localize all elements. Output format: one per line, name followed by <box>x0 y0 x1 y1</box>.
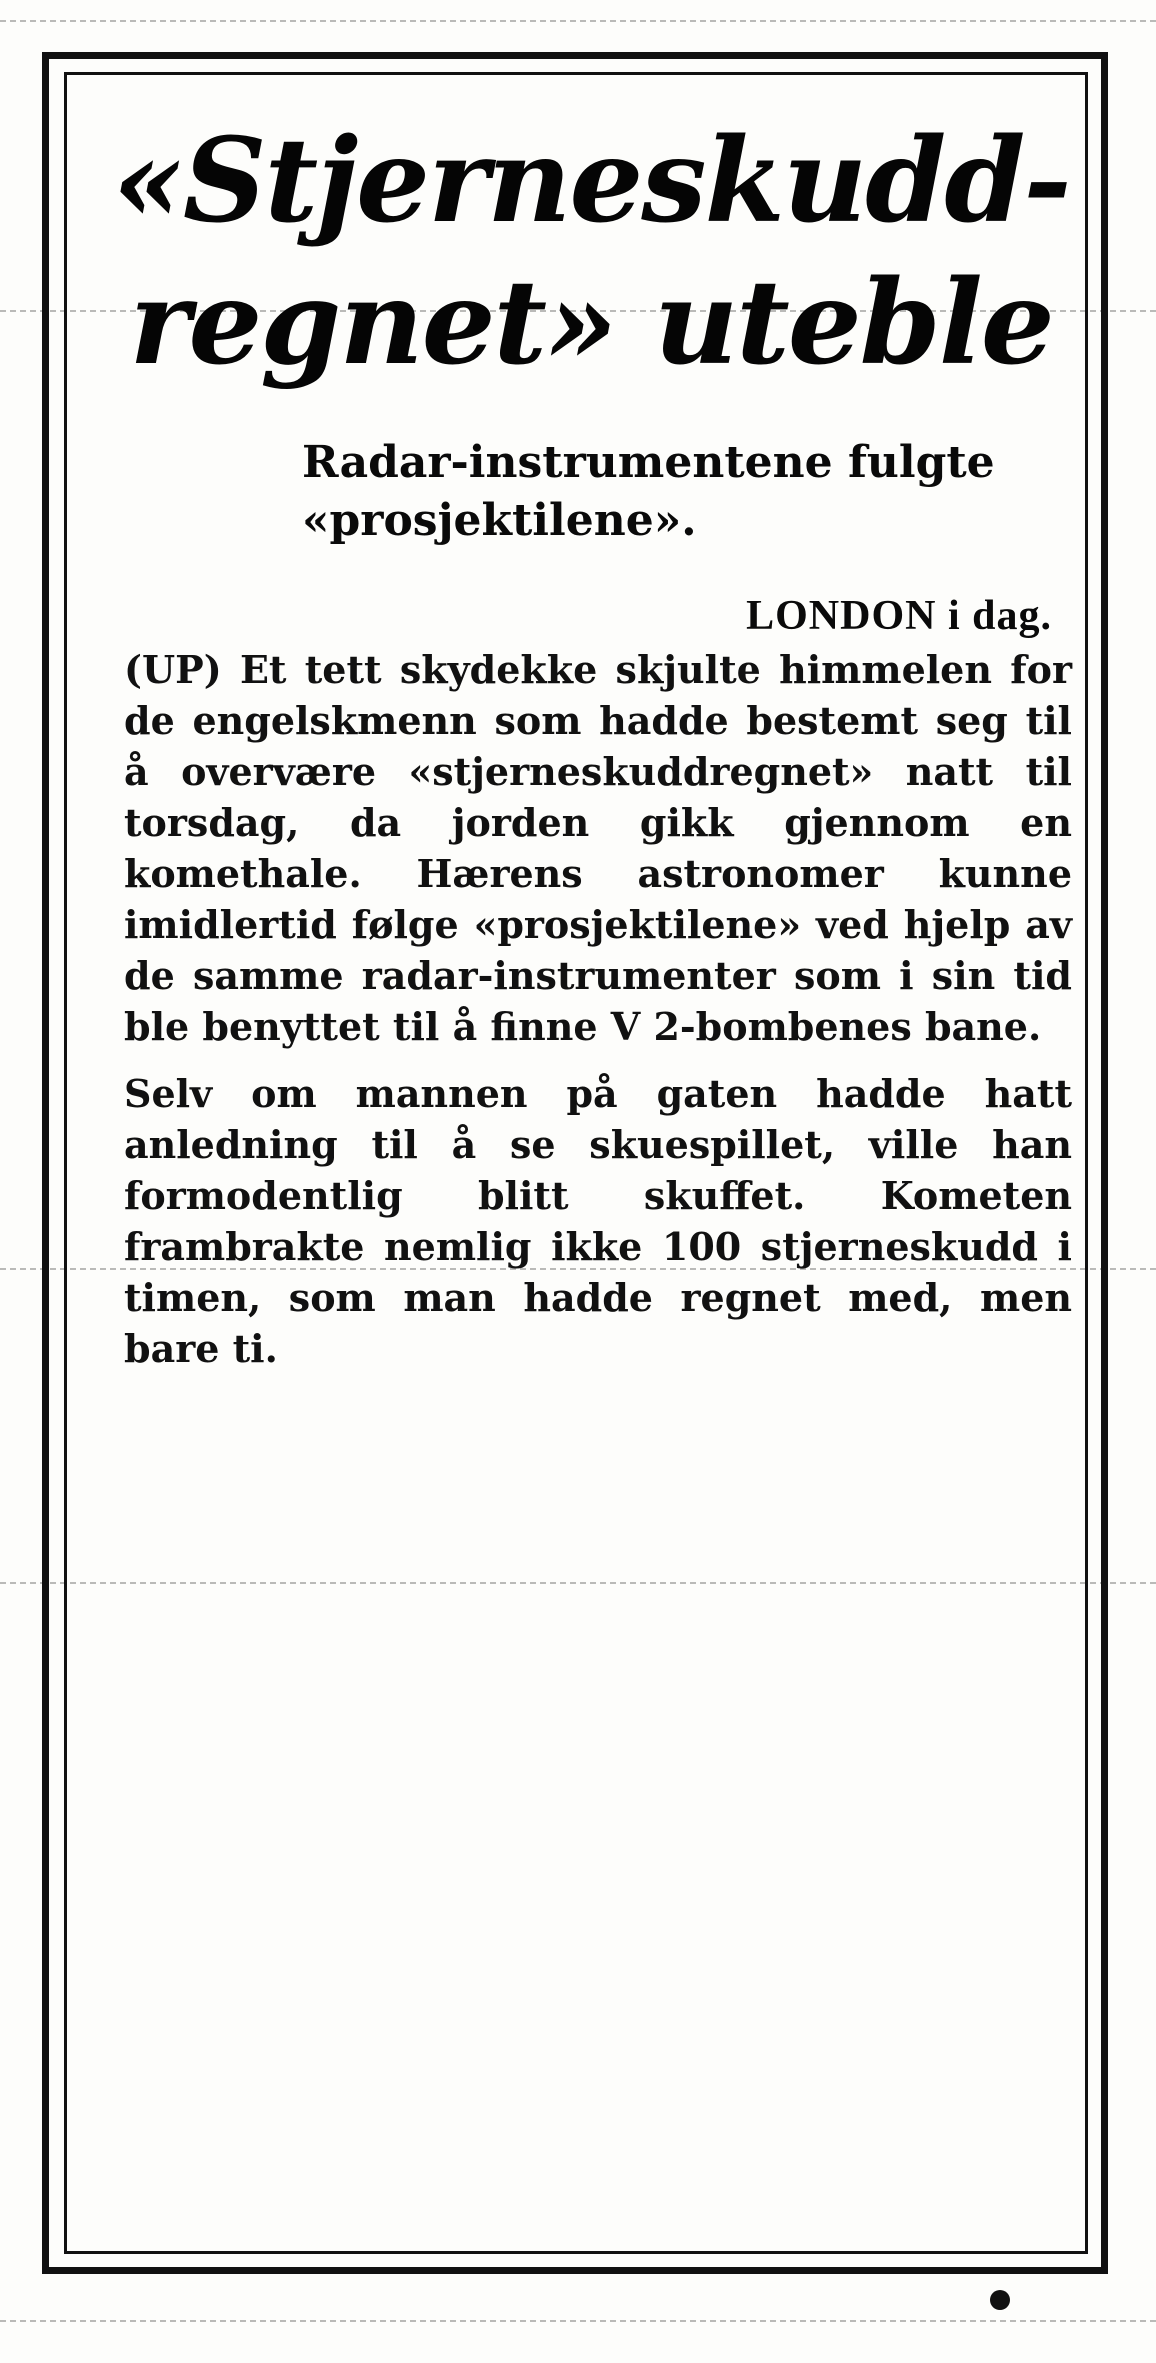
ink-spot <box>990 2290 1010 2310</box>
article-dateline: LONDON i dag. <box>746 593 1052 639</box>
article-paragraph: (UP) Et tett skydekke skjulte himmelen for de engelskmenn som hadde bestemt seg til å overvære «stjerneskuddregnet» natt til torsdag, da jorden gikk gjennom en komethale. Hærens astronomer kunne imidlertid følge «prosjektilene» ved hjelp av de samme radar-instrumenter som i sin tid ble benyttet til å finne V 2-bombenes bane. <box>124 647 1072 1049</box>
scan-noise-line <box>0 2320 1156 2323</box>
article-paragraph: Selv om mannen på gaten hadde hatt anledning til å se skuespillet, ville han formodentlig blitt skuffet. Kometen frambrakte nemlig ikke 100 stjerneskudd i timen, som man hadde regnet med, men bare ti. <box>124 1071 1072 1371</box>
scan-noise-line <box>0 20 1156 23</box>
article-headline: «Stjerneskudd-regnet» uteble <box>112 113 1070 391</box>
article <box>72 110 1080 2210</box>
article-subheading: Radar-instrumentene fulgte «prosjektilene». <box>302 437 995 546</box>
